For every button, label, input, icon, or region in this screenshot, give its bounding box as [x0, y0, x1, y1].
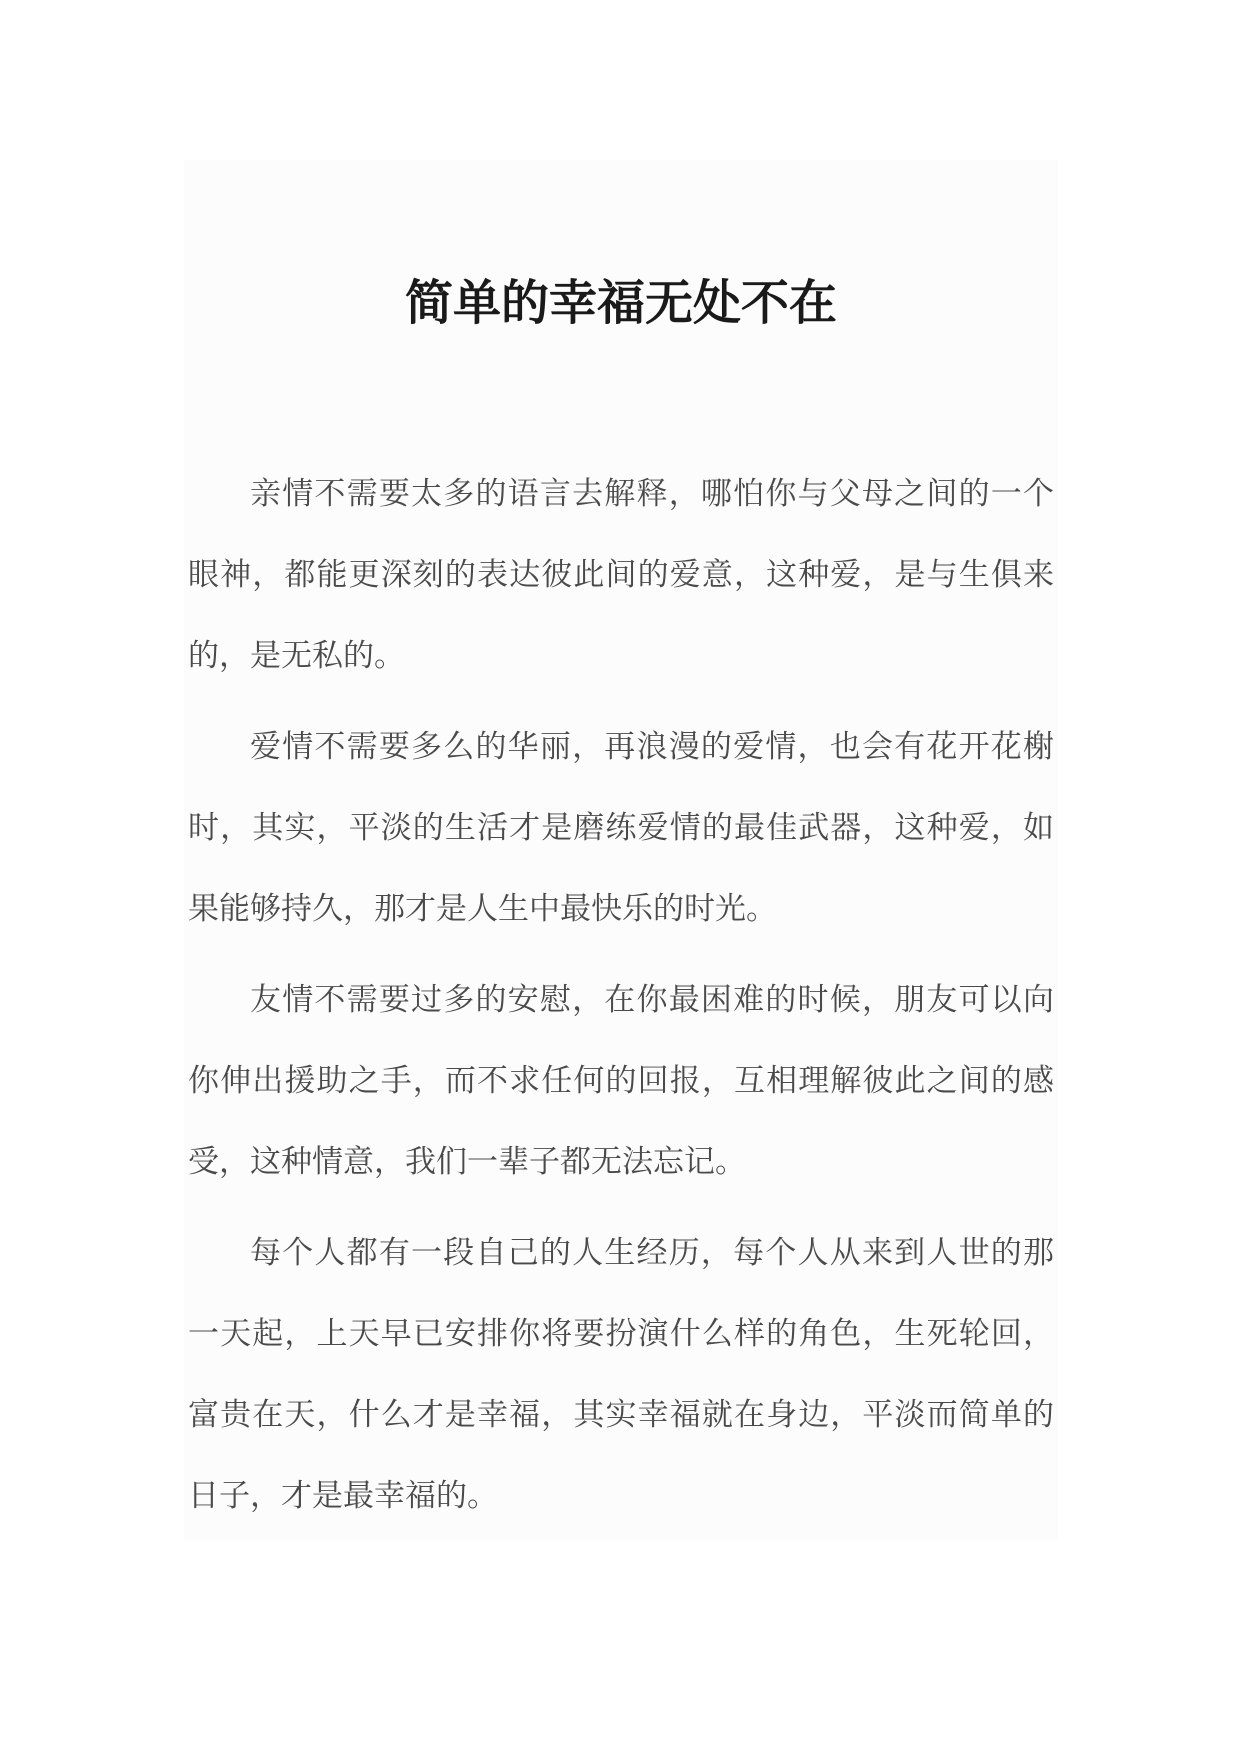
paragraph-life-happiness: 每个人都有一段自己的人生经历，每个人从来到人世的那一天起，上天早已安排你将要扮演什么样的角色，生死轮回，富贵在天，什么才是幸福，其实幸福就在身边，平淡而简单的日子，才是最幸福的。	[188, 1235, 1054, 1514]
paragraph-friendship: 友情不需要过多的安慰，在你最困难的时候，朋友可以向你伸出援助之手，而不求任何的回报，互相理解彼此之间的感受，这种情意，我们一辈子都无法忘记。	[188, 982, 1054, 1180]
document-body	[188, 454, 1054, 1547]
document-title: 简单的幸福无处不在	[404, 275, 837, 331]
paragraph-romantic-love: 爱情不需要多么的华丽，再浪漫的爱情，也会有花开花榭时，其实，平淡的生活才是磨练爱情的最佳武器，这种爱，如果能够持久，那才是人生中最快乐的时光。	[188, 729, 1054, 927]
paragraph-family-love: 亲情不需要太多的语言去解释，哪怕你与父母之间的一个眼神，都能更深刻的表达彼此间的爱意，这种爱，是与生俱来的，是无私的。	[188, 476, 1054, 674]
